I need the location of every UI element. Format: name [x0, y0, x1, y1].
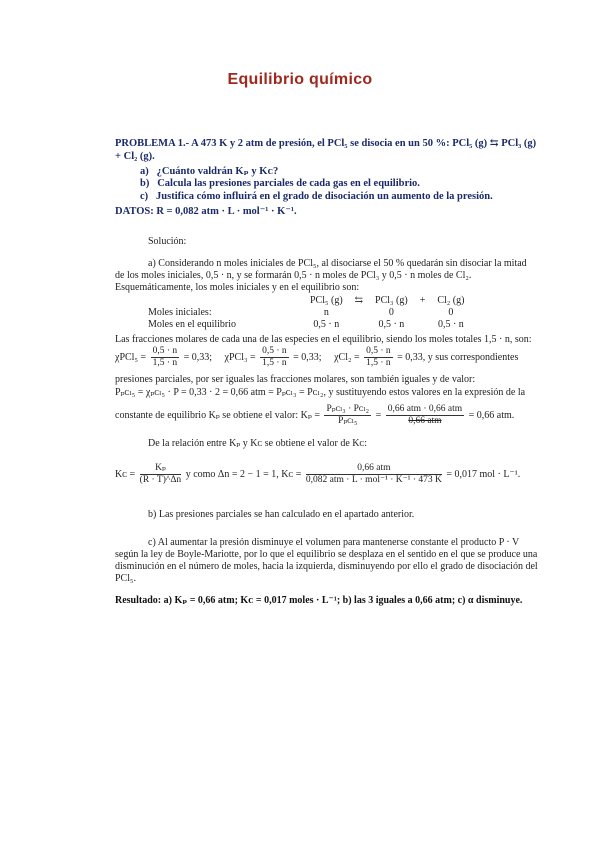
kc-value: = 0,017 mol · L⁻¹. — [446, 469, 521, 480]
fraction-numerator: 0,5 · n — [152, 346, 178, 356]
fraction-denominator: 1,5 · n — [366, 358, 391, 368]
fraction-numerator: Kₚ — [140, 463, 182, 475]
fraction-denominator: 1,5 · n — [152, 358, 178, 368]
chi-cl2-value: = 0,33, y sus correspondientes — [397, 351, 519, 363]
table-cell: 0,5 · n — [378, 319, 405, 330]
chi-cl2-fraction — [364, 346, 393, 369]
solution-c-line3: disminución en el número de moles, hacia la izquierda, disminuyendo por ello el grado de disociación del — [115, 561, 538, 572]
fractions-intro: Las fracciones molares de cada una de las especies en el equilibrio, siendo los moles totales 1,5 · n, son: — [115, 334, 532, 345]
table-cell: 0,5 · n — [313, 319, 340, 330]
solution-heading: Solución: — [148, 236, 187, 247]
problem-item-a — [140, 165, 278, 177]
kc-middle-text: y como Δn = 2 − 1 = 1, Kᴄ = — [185, 469, 302, 480]
chi-cl2-label: χCl₂ = — [334, 351, 360, 363]
fraction-denominator: Pₚᴄₗ₅ — [338, 416, 358, 427]
fraction-numerator: 0,66 atm — [306, 463, 442, 475]
fraction-numerator: Pₚᴄₗ₃ · Pᴄₗ₂ — [326, 404, 370, 415]
chi-pcl3-fraction — [260, 346, 289, 369]
table-cell: ⇆ — [354, 295, 364, 306]
fraction-denominator: 0,082 atm · L · mol⁻¹ · K⁻¹ · 473 K — [305, 475, 442, 486]
table-cell — [414, 319, 432, 331]
kp-numeric-fraction — [386, 404, 464, 427]
solution-a-line2: de los moles iniciales, 0,5 · n, y se formarán 0,5 · n moles de PCl₃ y 0,5 · n moles de Cl₂. — [115, 270, 472, 281]
chi-pcl5-fraction — [151, 346, 180, 369]
table-cell: + — [419, 295, 426, 306]
chi-pcl5-value: = 0,33; — [183, 351, 213, 363]
item-text: ¿Cuánto valdrán Kₚ y Kᴄ? — [156, 166, 279, 177]
kp-value: = 0,66 atm. — [468, 410, 515, 421]
chi-pcl5-label: χPCl₅ = — [115, 351, 147, 363]
solution-a-line3: Esquemáticamente, los moles iniciales y en el equilibrio son: — [115, 282, 360, 293]
table-cell: Moles iniciales: — [148, 307, 212, 318]
chi-pcl3-label: χPCl₃ = — [224, 351, 256, 363]
solution-c-line2: según la ley de Boyle-Mariotte, por lo que el equilibrio se desplaza en el sentido en el que se produce una — [115, 549, 538, 560]
solution-c-line1: c) Al aumentar la presión disminuye el volumen para mantenerse constante el producto P · V — [148, 537, 520, 548]
fraction-numerator: 0,5 · n — [366, 346, 391, 356]
solution-b: b) Las presiones parciales se han calculado en el apartado anterior. — [148, 509, 415, 520]
pressures-line1: presiones parciales, por ser iguales las fracciones molares, son también iguales y de valor: — [115, 374, 476, 385]
item-letter: c) — [140, 191, 149, 202]
table-cell — [148, 295, 304, 307]
table-cell — [349, 307, 369, 319]
table-cell: Cl₂ (g) — [437, 295, 465, 306]
item-text: Calcula las presiones parciales de cada gas en el equilibrio. — [157, 178, 420, 189]
fraction-denominator: 1,5 · n — [262, 358, 287, 368]
chi-pcl3-value: = 0,33; — [293, 351, 322, 363]
kc-line — [115, 462, 520, 488]
kp-intro: constante de equilibrio Kₚ se obtiene el valor: Kₚ = — [115, 410, 320, 421]
table-cell: n — [323, 307, 329, 318]
molar-fractions-line — [115, 346, 518, 369]
table-row — [148, 307, 470, 319]
page-title: Equilibrio químico — [227, 71, 373, 88]
table-cell: 0 — [388, 307, 394, 318]
problem-data: DATOS: R = 0,082 atm · L · mol⁻¹ · K⁻¹. — [115, 206, 297, 217]
kp-fraction — [324, 404, 371, 427]
kc-fraction — [140, 463, 182, 486]
table-cell — [414, 307, 432, 319]
problem-statement-line2: + Cl₂ (g). — [115, 151, 155, 162]
kc-intro: De la relación entre Kₚ y Kᴄ se obtiene el valor de Kᴄ: — [148, 438, 368, 449]
solution-a-line1: a) Considerando n moles iniciales de PCl₅, al disociarse el 50 % quedarán sin disociar la mitad — [148, 258, 527, 269]
table-cell: PCl₅ (g) — [310, 295, 343, 306]
table-cell: Moles en el equilibrio — [148, 319, 237, 330]
kc-numeric-fraction — [306, 463, 442, 486]
table-row — [148, 319, 470, 331]
kp-line — [115, 404, 514, 428]
problem-item-c — [140, 191, 493, 202]
fraction-denominator: 0,66 atm — [408, 416, 442, 427]
item-letter: b) — [140, 178, 150, 189]
fraction-numerator: 0,5 · n — [262, 346, 287, 356]
table-cell: 0,5 · n — [437, 319, 464, 330]
item-text: Justifica cómo influirá en el grado de disociación un aumento de la presión. — [156, 191, 493, 202]
fraction-numerator: 0,66 atm · 0,66 atm — [387, 404, 463, 415]
item-letter: a) — [140, 166, 149, 177]
solution-c-line4: PCl₅. — [115, 573, 136, 584]
result-line: Resultado: a) Kₚ = 0,66 atm; Kᴄ = 0,017 moles · L⁻¹; b) las 3 iguales a 0,66 atm; c) α disminuye. — [115, 595, 523, 606]
table-cell: PCl₃ (g) — [375, 295, 408, 306]
problem-item-b — [140, 178, 420, 189]
problem-statement-line1: PROBLEMA 1.- A 473 K y 2 atm de presión, el PCl₅ se disocia en un 50 %: PCl₅ (g) ⇆ PCl₃ (g) — [115, 138, 537, 149]
pressures-line2: Pₚᴄₗ₅ = χₚᴄₗ₅ · P = 0,33 · 2 = 0,66 atm = Pₚᴄₗ₃ = Pᴄₗ₂, y sustituyendo estos valores en la expresión de la — [115, 387, 526, 398]
kp-equals: = — [375, 410, 382, 421]
fraction-denominator: (R · T)^Δn — [139, 475, 182, 486]
table-cell: 0 — [448, 307, 454, 318]
moles-table — [148, 295, 470, 331]
table-cell — [349, 319, 369, 331]
kc-label: Kᴄ = — [115, 469, 136, 480]
table-header-row — [148, 295, 470, 307]
